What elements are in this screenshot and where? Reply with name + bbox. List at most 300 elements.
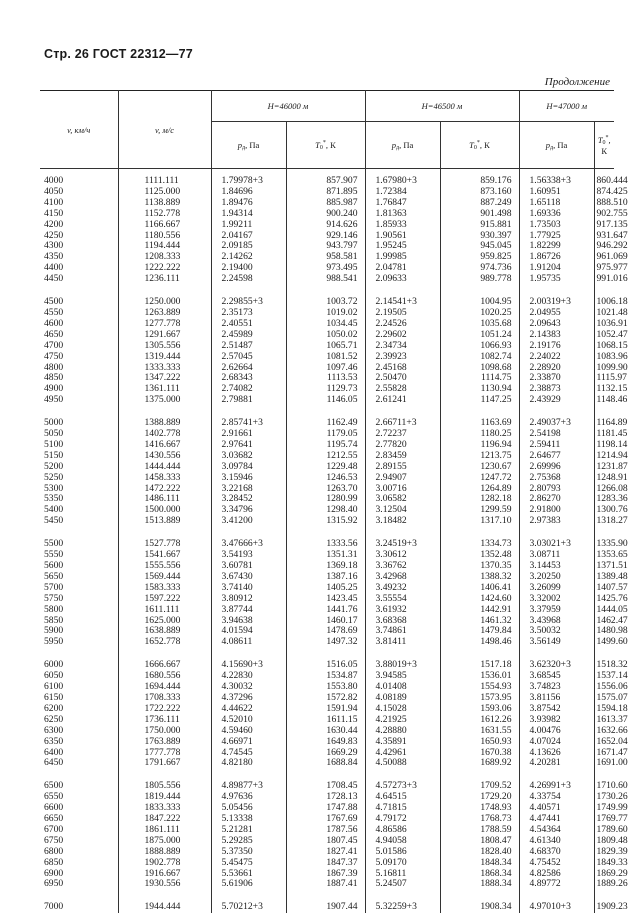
- cell-v-ms: 1527.778: [118, 539, 211, 550]
- cell-pressure-46000: 3.09784: [211, 462, 286, 473]
- cell-pressure-46000: 1.99211: [211, 220, 286, 231]
- cell-v-ms: 1763.889: [118, 737, 211, 748]
- cell-temperature-47000: 1052.47: [594, 330, 614, 341]
- cell-temperature-47000: 1266.08: [594, 484, 614, 495]
- cell-pressure-46500: 2.94907: [365, 473, 440, 484]
- cell-temperature-46500: 1370.35: [440, 561, 519, 572]
- cell-v-kmh: 6050: [40, 671, 118, 682]
- cell-pressure-46500: 2.55828: [365, 384, 440, 395]
- cell-v-ms: 1138.889: [118, 198, 211, 209]
- cell-pressure-46500: 4.42961: [365, 748, 440, 759]
- cell-pressure-46000: 3.03682: [211, 451, 286, 462]
- cell-temperature-46000: 857.907: [286, 169, 365, 187]
- cell-v-kmh: 6800: [40, 847, 118, 858]
- cell-temperature-46000: 1387.16: [286, 572, 365, 583]
- cell-pressure-46500: 3.42968: [365, 572, 440, 583]
- cell-pressure-46000: 5.61906: [211, 879, 286, 890]
- cell-temperature-46500: 1020.25: [440, 308, 519, 319]
- cell-v-ms: 1944.444: [118, 902, 211, 913]
- cell-pressure-46500: 3.24519+3: [365, 539, 440, 550]
- cell-pressure-46500: 2.09633: [365, 274, 440, 285]
- cell-v-kmh: 4450: [40, 274, 118, 285]
- cell-temperature-46500: 1051.24: [440, 330, 519, 341]
- cell-temperature-46500: 1670.38: [440, 748, 519, 759]
- cell-temperature-46500: 1180.25: [440, 429, 519, 440]
- cell-v-ms: 1847.222: [118, 814, 211, 825]
- cell-pressure-46500: 2.24526: [365, 319, 440, 330]
- cell-v-ms: 1666.667: [118, 660, 211, 671]
- cell-pressure-47000: 3.32002: [519, 594, 594, 605]
- cell-temperature-46500: 1163.69: [440, 418, 519, 429]
- table-row: [40, 737, 614, 748]
- cell-temperature-46500: 1082.74: [440, 352, 519, 363]
- cell-temperature-46500: 1729.20: [440, 792, 519, 803]
- cell-temperature-46500: 1554.93: [440, 682, 519, 693]
- cell-pressure-47000: 1.82299: [519, 241, 594, 252]
- col-header-v-ms: v, м/с: [118, 91, 211, 169]
- cell-pressure-47000: 3.37959: [519, 605, 594, 616]
- cell-v-ms: 1430.556: [118, 451, 211, 462]
- cell-temperature-47000: 931.647: [594, 231, 614, 242]
- cell-pressure-46500: 4.01408: [365, 682, 440, 693]
- cell-temperature-47000: 1613.37: [594, 715, 614, 726]
- cell-v-kmh: 4900: [40, 384, 118, 395]
- cell-v-ms: 1708.333: [118, 693, 211, 704]
- cell-temperature-46000: 988.541: [286, 274, 365, 285]
- cell-pressure-46000: 4.01594: [211, 626, 286, 637]
- cell-temperature-46000: 1195.74: [286, 440, 365, 451]
- cell-v-ms: 1222.222: [118, 263, 211, 274]
- cell-pressure-46000: 2.91661: [211, 429, 286, 440]
- cell-v-kmh: 6250: [40, 715, 118, 726]
- temperature-mark: *: [606, 135, 609, 141]
- temperature-unit: , К: [326, 140, 336, 150]
- cell-v-ms: 1833.333: [118, 803, 211, 814]
- cell-v-kmh: 6000: [40, 660, 118, 671]
- col-header-pressure: [519, 122, 594, 169]
- cell-temperature-46500: 1573.95: [440, 693, 519, 704]
- cell-temperature-46000: 914.626: [286, 220, 365, 231]
- cell-temperature-46500: 1748.93: [440, 803, 519, 814]
- cell-temperature-47000: 1594.18: [594, 704, 614, 715]
- cell-temperature-46500: 959.825: [440, 252, 519, 263]
- cell-temperature-47000: 1148.46: [594, 395, 614, 406]
- cell-pressure-46500: 1.90561: [365, 231, 440, 242]
- table-row: [40, 516, 614, 527]
- cell-v-ms: 1861.111: [118, 825, 211, 836]
- cell-pressure-46000: 4.22830: [211, 671, 286, 682]
- cell-v-ms: 1180.556: [118, 231, 211, 242]
- cell-v-kmh: 4250: [40, 231, 118, 242]
- cell-temperature-46000: 929.146: [286, 231, 365, 242]
- cell-temperature-46500: 1479.84: [440, 626, 519, 637]
- cell-pressure-46000: 5.37350: [211, 847, 286, 858]
- cell-pressure-46500: 4.28880: [365, 726, 440, 737]
- cell-pressure-47000: 4.00476: [519, 726, 594, 737]
- cell-pressure-46000: 3.34796: [211, 505, 286, 516]
- cell-pressure-46500: 2.39923: [365, 352, 440, 363]
- cell-temperature-47000: 1164.89: [594, 418, 614, 429]
- cell-v-kmh: 5400: [40, 505, 118, 516]
- cell-temperature-47000: 1181.45: [594, 429, 614, 440]
- cell-pressure-46000: 2.35173: [211, 308, 286, 319]
- cell-temperature-46000: 1333.56: [286, 539, 365, 550]
- cell-v-ms: 1791.667: [118, 758, 211, 769]
- cell-pressure-46500: 2.72237: [365, 429, 440, 440]
- cell-v-ms: 1875.000: [118, 836, 211, 847]
- cell-pressure-46500: 1.76847: [365, 198, 440, 209]
- cell-v-kmh: 6550: [40, 792, 118, 803]
- cell-v-kmh: 6700: [40, 825, 118, 836]
- cell-temperature-46500: 1461.32: [440, 616, 519, 627]
- cell-pressure-47000: 4.33754: [519, 792, 594, 803]
- cell-pressure-46000: 1.94314: [211, 209, 286, 220]
- cell-v-kmh: 4800: [40, 363, 118, 374]
- cell-v-ms: 1555.556: [118, 561, 211, 572]
- cell-pressure-46000: 4.74545: [211, 748, 286, 759]
- cell-pressure-47000: 2.75368: [519, 473, 594, 484]
- cell-temperature-47000: 1021.48: [594, 308, 614, 319]
- cell-temperature-46500: 1808.47: [440, 836, 519, 847]
- cell-pressure-47000: 4.07024: [519, 737, 594, 748]
- cell-pressure-46500: 4.71815: [365, 803, 440, 814]
- cell-temperature-46000: 1688.84: [286, 758, 365, 769]
- cell-temperature-47000: 1335.90: [594, 539, 614, 550]
- cell-v-kmh: 6450: [40, 758, 118, 769]
- cell-pressure-46500: 3.30612: [365, 550, 440, 561]
- cell-v-kmh: 6850: [40, 858, 118, 869]
- cell-temperature-46000: 1516.05: [286, 660, 365, 671]
- cell-pressure-47000: 2.24022: [519, 352, 594, 363]
- cell-pressure-46000: 4.66971: [211, 737, 286, 748]
- cell-temperature-46000: 1827.41: [286, 847, 365, 858]
- cell-v-kmh: 5750: [40, 594, 118, 605]
- cell-temperature-46500: 1424.60: [440, 594, 519, 605]
- cell-temperature-47000: 946.292: [594, 241, 614, 252]
- cell-pressure-47000: 3.87542: [519, 704, 594, 715]
- cell-v-kmh: 5150: [40, 451, 118, 462]
- cell-v-ms: 1402.778: [118, 429, 211, 440]
- cell-pressure-47000: 2.38873: [519, 384, 594, 395]
- cell-pressure-46000: 4.37296: [211, 693, 286, 704]
- cell-pressure-46000: 2.04167: [211, 231, 286, 242]
- cell-temperature-46500: 1098.68: [440, 363, 519, 374]
- cell-temperature-47000: 1462.47: [594, 616, 614, 627]
- cell-v-ms: 1319.444: [118, 352, 211, 363]
- cell-pressure-47000: 2.09643: [519, 319, 594, 330]
- cell-temperature-47000: 1318.27: [594, 516, 614, 527]
- cell-temperature-47000: 1730.26: [594, 792, 614, 803]
- col-header-v-kmh: v, км/ч: [40, 91, 118, 169]
- cell-temperature-46500: 1788.59: [440, 825, 519, 836]
- cell-pressure-46000: 2.24598: [211, 274, 286, 285]
- cell-pressure-46500: 4.50088: [365, 758, 440, 769]
- temperature-mark: *: [477, 140, 480, 146]
- cell-pressure-47000: 2.14383: [519, 330, 594, 341]
- cell-pressure-46000: 4.97636: [211, 792, 286, 803]
- cell-v-kmh: 6400: [40, 748, 118, 759]
- cell-pressure-46500: 3.49232: [365, 583, 440, 594]
- cell-pressure-46000: 2.29855+3: [211, 297, 286, 308]
- col-header-pressure: [365, 122, 440, 169]
- table-row: [40, 169, 614, 187]
- cell-temperature-47000: 1710.60: [594, 781, 614, 792]
- cell-pressure-46500: 3.18482: [365, 516, 440, 527]
- cell-temperature-46500: 1517.18: [440, 660, 519, 671]
- table-row: [40, 341, 614, 352]
- cell-temperature-46500: 1004.95: [440, 297, 519, 308]
- cell-pressure-47000: 2.00319+3: [519, 297, 594, 308]
- cell-v-kmh: 5650: [40, 572, 118, 583]
- cell-v-ms: 1541.667: [118, 550, 211, 561]
- cell-temperature-46000: 1405.25: [286, 583, 365, 594]
- cell-temperature-47000: 1480.98: [594, 626, 614, 637]
- cell-temperature-47000: 902.755: [594, 209, 614, 220]
- cell-temperature-46500: 1593.06: [440, 704, 519, 715]
- cell-pressure-46500: 4.08189: [365, 693, 440, 704]
- cell-temperature-46000: 900.240: [286, 209, 365, 220]
- cell-pressure-46000: 4.08611: [211, 637, 286, 648]
- cell-pressure-47000: 3.20250: [519, 572, 594, 583]
- cell-pressure-46000: 4.52010: [211, 715, 286, 726]
- cell-pressure-46000: 2.51487: [211, 341, 286, 352]
- cell-temperature-46500: 1888.34: [440, 879, 519, 890]
- cell-temperature-47000: 1849.33: [594, 858, 614, 869]
- cell-pressure-47000: 3.56149: [519, 637, 594, 648]
- group-header-47000: H=47000 м: [519, 91, 614, 122]
- pressure-symbol: p: [392, 140, 396, 150]
- cell-v-kmh: 7000: [40, 902, 118, 913]
- cell-temperature-47000: 1518.32: [594, 660, 614, 671]
- cell-pressure-46000: 2.45989: [211, 330, 286, 341]
- cell-pressure-46500: 3.12504: [365, 505, 440, 516]
- cell-pressure-47000: 2.28920: [519, 363, 594, 374]
- cell-pressure-46000: 5.13338: [211, 814, 286, 825]
- cell-temperature-47000: 1691.00: [594, 758, 614, 769]
- cell-pressure-47000: 2.80793: [519, 484, 594, 495]
- cell-pressure-47000: 1.65118: [519, 198, 594, 209]
- cell-temperature-47000: 917.135: [594, 220, 614, 231]
- cell-temperature-46000: 1497.32: [286, 637, 365, 648]
- cell-pressure-46500: 5.32259+3: [365, 902, 440, 913]
- cell-v-kmh: 5800: [40, 605, 118, 616]
- cell-temperature-46500: 930.397: [440, 231, 519, 242]
- cell-temperature-46500: 1066.93: [440, 341, 519, 352]
- cell-v-kmh: 5550: [40, 550, 118, 561]
- cell-pressure-47000: 4.97010+3: [519, 902, 594, 913]
- cell-pressure-46500: 3.61932: [365, 605, 440, 616]
- cell-pressure-46500: 1.67980+3: [365, 169, 440, 187]
- cell-v-ms: 1166.667: [118, 220, 211, 231]
- cell-pressure-46000: 2.85741+3: [211, 418, 286, 429]
- cell-temperature-46500: 1247.72: [440, 473, 519, 484]
- cell-temperature-46500: 873.160: [440, 187, 519, 198]
- cell-pressure-46000: 3.41200: [211, 516, 286, 527]
- cell-v-kmh: 6500: [40, 781, 118, 792]
- col-header-temperature: [594, 122, 614, 169]
- cell-temperature-46000: 1460.17: [286, 616, 365, 627]
- cell-temperature-46500: 989.778: [440, 274, 519, 285]
- cell-pressure-46000: 2.68343: [211, 373, 286, 384]
- cell-temperature-47000: 1371.51: [594, 561, 614, 572]
- cell-pressure-46500: 5.09170: [365, 858, 440, 869]
- cell-pressure-47000: 2.49037+3: [519, 418, 594, 429]
- col-header-temperature: [440, 122, 519, 169]
- table-row: [40, 858, 614, 869]
- cell-temperature-47000: 1632.66: [594, 726, 614, 737]
- cell-temperature-46500: 1868.34: [440, 869, 519, 880]
- temperature-symbol: T: [598, 135, 603, 145]
- cell-temperature-46500: 915.881: [440, 220, 519, 231]
- cell-temperature-46500: 1536.01: [440, 671, 519, 682]
- cell-temperature-47000: 1499.60: [594, 637, 614, 648]
- cell-temperature-46000: 1065.71: [286, 341, 365, 352]
- cell-pressure-46500: 3.81411: [365, 637, 440, 648]
- table-row: [40, 209, 614, 220]
- cell-pressure-46500: 3.74861: [365, 626, 440, 637]
- cell-pressure-47000: 4.68370: [519, 847, 594, 858]
- temperature-unit: , К: [601, 135, 610, 156]
- cell-v-ms: 1625.000: [118, 616, 211, 627]
- cell-v-kmh: 5200: [40, 462, 118, 473]
- cell-temperature-47000: 1749.99: [594, 803, 614, 814]
- cell-temperature-46000: 1887.41: [286, 879, 365, 890]
- cell-v-ms: 1444.444: [118, 462, 211, 473]
- cell-temperature-46500: 1709.52: [440, 781, 519, 792]
- cell-pressure-46000: 2.97641: [211, 440, 286, 451]
- cell-pressure-46000: 3.80912: [211, 594, 286, 605]
- table-row: [40, 902, 614, 913]
- cell-pressure-46000: 2.79881: [211, 395, 286, 406]
- cell-v-kmh: 4600: [40, 319, 118, 330]
- cell-temperature-47000: 1083.96: [594, 352, 614, 363]
- cell-temperature-46500: 1114.75: [440, 373, 519, 384]
- table-row: [40, 395, 614, 406]
- cell-pressure-46500: 2.29602: [365, 330, 440, 341]
- cell-temperature-46000: 1280.99: [286, 494, 365, 505]
- cell-temperature-46000: 1728.13: [286, 792, 365, 803]
- cell-pressure-46000: 2.14262: [211, 252, 286, 263]
- cell-temperature-46500: 1442.91: [440, 605, 519, 616]
- cell-temperature-46500: 1334.73: [440, 539, 519, 550]
- table-row: [40, 220, 614, 231]
- cell-temperature-47000: 1556.06: [594, 682, 614, 693]
- cell-v-kmh: 5050: [40, 429, 118, 440]
- cell-temperature-46000: 1162.49: [286, 418, 365, 429]
- cell-temperature-46000: 1669.29: [286, 748, 365, 759]
- cell-temperature-46000: 1591.94: [286, 704, 365, 715]
- cell-temperature-47000: 874.425: [594, 187, 614, 198]
- cell-v-kmh: 4700: [40, 341, 118, 352]
- cell-pressure-46000: 1.84696: [211, 187, 286, 198]
- cell-v-ms: 1513.889: [118, 516, 211, 527]
- cell-temperature-46000: 1229.48: [286, 462, 365, 473]
- pressure-unit: , Па: [399, 140, 413, 150]
- cell-temperature-46000: 1113.53: [286, 373, 365, 384]
- table-row: [40, 473, 614, 484]
- cell-temperature-46500: 1908.34: [440, 902, 519, 913]
- cell-pressure-47000: 4.13626: [519, 748, 594, 759]
- cell-temperature-47000: 1132.15: [594, 384, 614, 395]
- cell-pressure-47000: 1.60951: [519, 187, 594, 198]
- cell-v-ms: 1263.889: [118, 308, 211, 319]
- cell-temperature-46500: 887.249: [440, 198, 519, 209]
- cell-temperature-46500: 1196.94: [440, 440, 519, 451]
- cell-temperature-46000: 1263.70: [286, 484, 365, 495]
- table-row: [40, 605, 614, 616]
- cell-v-kmh: 6750: [40, 836, 118, 847]
- cell-pressure-47000: 1.95735: [519, 274, 594, 285]
- cell-pressure-47000: 4.54364: [519, 825, 594, 836]
- cell-pressure-47000: 4.75452: [519, 858, 594, 869]
- table-row: [40, 879, 614, 890]
- cell-pressure-46500: 1.85933: [365, 220, 440, 231]
- cell-v-kmh: 5700: [40, 583, 118, 594]
- cell-v-kmh: 5450: [40, 516, 118, 527]
- cell-pressure-47000: 3.03021+3: [519, 539, 594, 550]
- cell-pressure-46500: 5.16811: [365, 869, 440, 880]
- cell-v-kmh: 5350: [40, 494, 118, 505]
- cell-v-ms: 1250.000: [118, 297, 211, 308]
- cell-pressure-46500: 2.83459: [365, 451, 440, 462]
- pressure-subscript: д: [550, 145, 553, 151]
- cell-temperature-46500: 1299.59: [440, 505, 519, 516]
- cell-temperature-47000: 888.510: [594, 198, 614, 209]
- cell-pressure-46000: 4.82180: [211, 758, 286, 769]
- cell-temperature-47000: 1214.94: [594, 451, 614, 462]
- cell-temperature-46000: 1179.05: [286, 429, 365, 440]
- cell-v-kmh: 6650: [40, 814, 118, 825]
- cell-v-kmh: 6600: [40, 803, 118, 814]
- cell-pressure-46000: 5.70212+3: [211, 902, 286, 913]
- cell-v-ms: 1152.778: [118, 209, 211, 220]
- cell-temperature-46000: 1081.52: [286, 352, 365, 363]
- data-table: [40, 90, 614, 913]
- cell-temperature-47000: 1652.04: [594, 737, 614, 748]
- cell-v-kmh: 6100: [40, 682, 118, 693]
- cell-pressure-46500: 2.19505: [365, 308, 440, 319]
- cell-pressure-46000: 2.09185: [211, 241, 286, 252]
- cell-temperature-46000: 1369.18: [286, 561, 365, 572]
- cell-pressure-46500: 3.00716: [365, 484, 440, 495]
- cell-pressure-47000: 4.40571: [519, 803, 594, 814]
- cell-v-ms: 1916.667: [118, 869, 211, 880]
- cell-temperature-47000: 1909.23: [594, 902, 614, 913]
- cell-v-ms: 1611.111: [118, 605, 211, 616]
- cell-v-ms: 1208.333: [118, 252, 211, 263]
- cell-v-kmh: 4850: [40, 373, 118, 384]
- cell-temperature-46000: 885.987: [286, 198, 365, 209]
- cell-pressure-47000: 3.14453: [519, 561, 594, 572]
- cell-v-kmh: 4200: [40, 220, 118, 231]
- cell-temperature-46500: 1406.41: [440, 583, 519, 594]
- cell-v-ms: 1569.444: [118, 572, 211, 583]
- cell-temperature-46000: 1246.53: [286, 473, 365, 484]
- cell-pressure-46500: 3.55554: [365, 594, 440, 605]
- cell-pressure-46500: 2.77820: [365, 440, 440, 451]
- cell-v-ms: 1388.889: [118, 418, 211, 429]
- cell-pressure-47000: 3.08711: [519, 550, 594, 561]
- cell-temperature-47000: 1231.87: [594, 462, 614, 473]
- cell-v-ms: 1472.222: [118, 484, 211, 495]
- cell-temperature-46000: 1847.37: [286, 858, 365, 869]
- cell-temperature-47000: 1809.48: [594, 836, 614, 847]
- cell-pressure-47000: 3.81156: [519, 693, 594, 704]
- cell-temperature-46500: 901.498: [440, 209, 519, 220]
- cell-temperature-47000: 961.069: [594, 252, 614, 263]
- cell-pressure-46000: 5.05456: [211, 803, 286, 814]
- cell-temperature-47000: 1300.76: [594, 505, 614, 516]
